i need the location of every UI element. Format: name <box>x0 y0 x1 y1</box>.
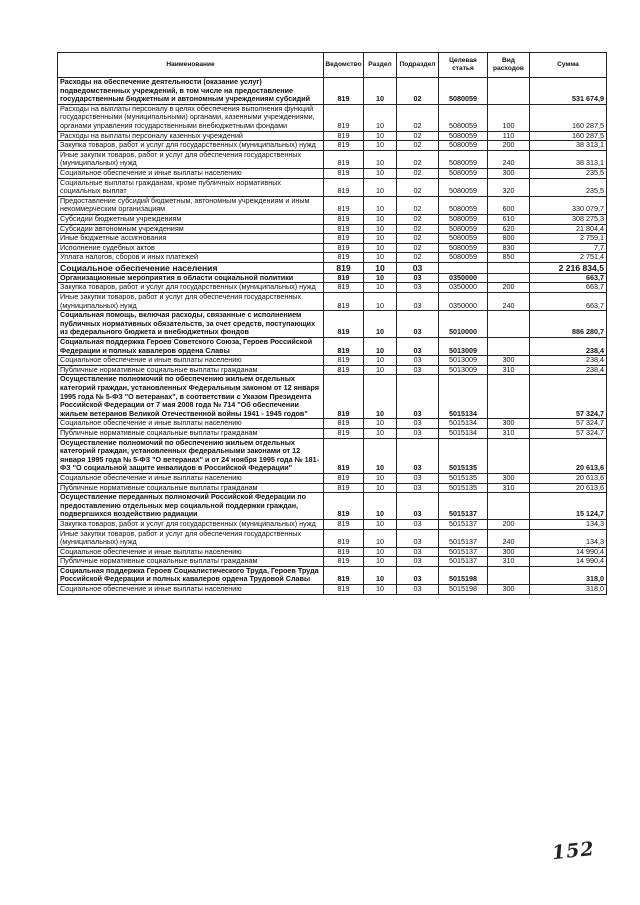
row-name: Социальное обеспечение и иные выплаты населению <box>58 585 324 595</box>
row-podrazdel: 03 <box>397 566 439 584</box>
row-podrazdel: 02 <box>397 234 439 244</box>
row-razdel: 10 <box>364 519 397 529</box>
row-vedomstvo: 819 <box>324 283 364 293</box>
row-expense-type: 200 <box>488 519 530 529</box>
row-target-article: 5080059 <box>439 150 488 168</box>
table-row <box>58 141 607 151</box>
row-name: Публичные нормативные социальные выплаты гражданам <box>58 365 324 375</box>
row-target-article: 5015134 <box>439 428 488 438</box>
row-razdel: 10 <box>364 473 397 483</box>
row-vedomstvo: 819 <box>324 234 364 244</box>
row-podrazdel: 03 <box>397 529 439 547</box>
row-vedomstvo: 819 <box>324 131 364 141</box>
row-razdel: 10 <box>364 78 397 105</box>
row-expense-type: 240 <box>488 150 530 168</box>
row-expense-type <box>488 78 530 105</box>
row-target-article: 5015198 <box>439 585 488 595</box>
row-name: Социальные выплаты гражданам, кроме публичных нормативных социальных выплат <box>58 178 324 196</box>
table-row <box>58 493 607 520</box>
row-target-article: 5013009 <box>439 365 488 375</box>
row-razdel: 10 <box>364 375 397 419</box>
row-target-article: 5013009 <box>439 356 488 366</box>
row-name: Социальная помощь, включая расходы, связанные с исполнением публичных нормативных обязательств, за счет средств, поступающих из федерального бюджета и внебюджетных фондов <box>58 311 324 338</box>
row-name: Иные бюджетные ассигнования <box>58 234 324 244</box>
row-expense-type <box>488 338 530 356</box>
row-vedomstvo: 819 <box>324 293 364 311</box>
row-name: Социальная поддержка Героев Советского Союза, Героев Российской Федерации и полных кавалеров ордена Славы <box>58 338 324 356</box>
row-name: Публичные нормативные социальные выплаты гражданам <box>58 483 324 493</box>
row-expense-type: 300 <box>488 419 530 429</box>
row-vedomstvo: 819 <box>324 178 364 196</box>
row-vedomstvo: 819 <box>324 224 364 234</box>
row-expense-type: 300 <box>488 356 530 366</box>
header-razdel: Раздел <box>364 53 397 78</box>
row-razdel: 10 <box>364 196 397 214</box>
row-target-article: 5015134 <box>439 375 488 419</box>
row-name: Исполнение судебных актов <box>58 243 324 253</box>
row-target-article: 5080059 <box>439 141 488 151</box>
row-vedomstvo: 819 <box>324 493 364 520</box>
table-row <box>58 375 607 419</box>
row-podrazdel: 02 <box>397 131 439 141</box>
row-razdel: 10 <box>364 311 397 338</box>
row-sum: 57 324,7 <box>530 428 607 438</box>
row-podrazdel: 03 <box>397 438 439 473</box>
row-sum: 14 990,4 <box>530 557 607 567</box>
table-row <box>58 356 607 366</box>
row-podrazdel: 03 <box>397 483 439 493</box>
table-body <box>58 78 607 595</box>
row-target-article: 5080059 <box>439 253 488 263</box>
row-name: Закупка товаров, работ и услуг для государственных (муниципальных) нужд <box>58 519 324 529</box>
row-sum: 134,3 <box>530 519 607 529</box>
row-target-article: 5080059 <box>439 243 488 253</box>
row-podrazdel: 03 <box>397 585 439 595</box>
row-expense-type: 100 <box>488 104 530 131</box>
row-razdel: 10 <box>364 234 397 244</box>
row-vedomstvo: 819 <box>324 585 364 595</box>
row-name: Социальное обеспечение и иные выплаты населению <box>58 473 324 483</box>
row-name: Иные закупки товаров, работ и услуг для обеспечения государственных (муниципальных) нужд <box>58 293 324 311</box>
row-target-article: 5015137 <box>439 529 488 547</box>
row-razdel: 10 <box>364 428 397 438</box>
row-vedomstvo: 819 <box>324 253 364 263</box>
row-expense-type <box>488 311 530 338</box>
row-name: Уплата налогов, сборов и иных платежей <box>58 253 324 263</box>
table-row <box>58 196 607 214</box>
row-expense-type: 830 <box>488 243 530 253</box>
row-vedomstvo: 819 <box>324 519 364 529</box>
row-razdel: 10 <box>364 273 397 283</box>
row-sum: 134,3 <box>530 529 607 547</box>
row-podrazdel: 03 <box>397 547 439 557</box>
row-podrazdel: 03 <box>397 557 439 567</box>
row-sum: 20 613,6 <box>530 483 607 493</box>
row-sum: 238,4 <box>530 365 607 375</box>
row-vedomstvo: 819 <box>324 196 364 214</box>
row-vedomstvo: 819 <box>324 273 364 283</box>
row-target-article: 5015135 <box>439 483 488 493</box>
table-row <box>58 78 607 105</box>
table-row <box>58 168 607 178</box>
row-podrazdel: 03 <box>397 338 439 356</box>
row-razdel: 10 <box>364 557 397 567</box>
row-vedomstvo: 819 <box>324 104 364 131</box>
row-vedomstvo: 819 <box>324 338 364 356</box>
row-sum: 318,0 <box>530 566 607 584</box>
row-podrazdel: 02 <box>397 224 439 234</box>
row-expense-type: 310 <box>488 365 530 375</box>
row-razdel: 10 <box>364 178 397 196</box>
row-vedomstvo: 819 <box>324 311 364 338</box>
row-expense-type: 300 <box>488 168 530 178</box>
row-sum: 235,5 <box>530 178 607 196</box>
row-sum: 308 275,3 <box>530 214 607 224</box>
row-razdel: 10 <box>364 131 397 141</box>
row-target-article: 5015198 <box>439 566 488 584</box>
row-target-article: 5015135 <box>439 438 488 473</box>
row-sum: 886 280,7 <box>530 311 607 338</box>
row-vedomstvo: 819 <box>324 356 364 366</box>
row-vedomstvo: 819 <box>324 419 364 429</box>
row-name: Организационные мероприятия в области социальной политики <box>58 273 324 283</box>
row-target-article: 5013009 <box>439 338 488 356</box>
row-sum: 160 287,5 <box>530 104 607 131</box>
row-podrazdel: 03 <box>397 356 439 366</box>
row-expense-type: 300 <box>488 473 530 483</box>
header-podrazdel: Подраздел <box>397 53 439 78</box>
row-target-article: 5080059 <box>439 168 488 178</box>
row-sum: 2 759,1 <box>530 234 607 244</box>
row-razdel: 10 <box>364 243 397 253</box>
table-row <box>58 438 607 473</box>
row-sum: 21 804,4 <box>530 224 607 234</box>
row-sum: 330 079,7 <box>530 196 607 214</box>
row-expense-type: 240 <box>488 293 530 311</box>
header-vedomstvo: Ведомство <box>324 53 364 78</box>
row-podrazdel: 02 <box>397 141 439 151</box>
row-sum: 57 324,7 <box>530 375 607 419</box>
row-name: Субсидии бюджетным учреждениям <box>58 214 324 224</box>
row-name: Иные закупки товаров, работ и услуг для обеспечения государственных (муниципальных) нужд <box>58 150 324 168</box>
table-row <box>58 338 607 356</box>
row-vedomstvo: 819 <box>324 529 364 547</box>
row-sum: 38 313,1 <box>530 150 607 168</box>
row-sum: 160 287,5 <box>530 131 607 141</box>
row-name: Публичные нормативные социальные выплаты гражданам <box>58 428 324 438</box>
row-vedomstvo: 819 <box>324 557 364 567</box>
row-razdel: 10 <box>364 483 397 493</box>
row-podrazdel: 03 <box>397 262 439 273</box>
row-vedomstvo: 819 <box>324 262 364 273</box>
row-vedomstvo: 819 <box>324 168 364 178</box>
row-name: Социальное обеспечение и иные выплаты населению <box>58 356 324 366</box>
row-target-article <box>439 262 488 273</box>
row-razdel: 10 <box>364 566 397 584</box>
row-razdel: 10 <box>364 104 397 131</box>
row-expense-type: 800 <box>488 234 530 244</box>
table-row <box>58 104 607 131</box>
table-row <box>58 519 607 529</box>
row-expense-type: 850 <box>488 253 530 263</box>
row-razdel: 10 <box>364 262 397 273</box>
row-razdel: 10 <box>364 547 397 557</box>
row-name: Осуществление переданных полномочий Российской Федерации по предоставлению отдельных мер социальной поддержки граждан, подвергшихся воздействию радиации <box>58 493 324 520</box>
row-expense-type <box>488 375 530 419</box>
row-name: Иные закупки товаров, работ и услуг для обеспечения государственных (муниципальных) нужд <box>58 529 324 547</box>
row-vedomstvo: 819 <box>324 78 364 105</box>
row-vedomstvo: 819 <box>324 141 364 151</box>
row-podrazdel: 03 <box>397 283 439 293</box>
handwritten-page-number: 152 <box>550 837 596 865</box>
row-vedomstvo: 819 <box>324 428 364 438</box>
table-row <box>58 428 607 438</box>
row-sum: 15 124,7 <box>530 493 607 520</box>
row-sum: 20 613,6 <box>530 438 607 473</box>
row-razdel: 10 <box>364 529 397 547</box>
row-expense-type: 300 <box>488 585 530 595</box>
row-sum: 7,7 <box>530 243 607 253</box>
row-razdel: 10 <box>364 338 397 356</box>
row-expense-type <box>488 438 530 473</box>
row-target-article: 5080059 <box>439 196 488 214</box>
row-podrazdel: 03 <box>397 419 439 429</box>
row-target-article: 5015137 <box>439 519 488 529</box>
table-header-row <box>58 53 607 78</box>
table-row <box>58 311 607 338</box>
row-podrazdel: 02 <box>397 243 439 253</box>
row-name: Закупка товаров, работ и услуг для государственных (муниципальных) нужд <box>58 141 324 151</box>
row-vedomstvo: 819 <box>324 150 364 168</box>
row-razdel: 10 <box>364 224 397 234</box>
row-podrazdel: 02 <box>397 78 439 105</box>
table-row <box>58 178 607 196</box>
row-sum: 238,4 <box>530 356 607 366</box>
row-podrazdel: 02 <box>397 150 439 168</box>
table-row <box>58 566 607 584</box>
table-row <box>58 214 607 224</box>
row-razdel: 10 <box>364 141 397 151</box>
row-expense-type: 110 <box>488 131 530 141</box>
row-expense-type <box>488 493 530 520</box>
row-name: Социальное обеспечение и иные выплаты населению <box>58 419 324 429</box>
row-vedomstvo: 819 <box>324 438 364 473</box>
row-razdel: 10 <box>364 283 397 293</box>
row-razdel: 10 <box>364 150 397 168</box>
row-vedomstvo: 819 <box>324 243 364 253</box>
table-row <box>58 557 607 567</box>
row-sum: 14 990,4 <box>530 547 607 557</box>
row-razdel: 10 <box>364 365 397 375</box>
row-expense-type: 240 <box>488 529 530 547</box>
row-target-article: 0350000 <box>439 293 488 311</box>
row-name: Публичные нормативные социальные выплаты гражданам <box>58 557 324 567</box>
row-razdel: 10 <box>364 585 397 595</box>
row-podrazdel: 03 <box>397 473 439 483</box>
table-row <box>58 293 607 311</box>
table-row <box>58 262 607 273</box>
row-razdel: 10 <box>364 214 397 224</box>
row-podrazdel: 03 <box>397 273 439 283</box>
row-target-article: 5015135 <box>439 473 488 483</box>
row-sum: 531 674,9 <box>530 78 607 105</box>
row-expense-type: 620 <box>488 224 530 234</box>
row-razdel: 10 <box>364 356 397 366</box>
row-sum: 2 751,4 <box>530 253 607 263</box>
row-name: Субсидии автономным учреждениям <box>58 224 324 234</box>
row-vedomstvo: 819 <box>324 566 364 584</box>
row-podrazdel: 03 <box>397 493 439 520</box>
row-razdel: 10 <box>364 438 397 473</box>
row-target-article: 5015137 <box>439 547 488 557</box>
row-target-article: 5080059 <box>439 131 488 141</box>
row-target-article: 5080059 <box>439 78 488 105</box>
row-sum: 663,7 <box>530 273 607 283</box>
row-podrazdel: 03 <box>397 519 439 529</box>
row-expense-type: 310 <box>488 483 530 493</box>
row-name: Осуществление полномочий по обеспечению жильем отдельных категорий граждан, установленных федеральными законами от 12 января 1995 года № 5-ФЗ "О ветеранах" и от 24 ноября 1995 года № 181-ФЗ "О социальной защите инвалидов в Российской Федерации" <box>58 438 324 473</box>
row-podrazdel: 03 <box>397 293 439 311</box>
row-target-article: 5080059 <box>439 104 488 131</box>
table-row <box>58 529 607 547</box>
row-target-article: 5010000 <box>439 311 488 338</box>
row-sum: 235,5 <box>530 168 607 178</box>
row-expense-type: 310 <box>488 557 530 567</box>
table-row <box>58 473 607 483</box>
row-target-article: 5015137 <box>439 557 488 567</box>
row-sum: 663,7 <box>530 293 607 311</box>
document-page <box>57 52 606 595</box>
row-target-article: 5080059 <box>439 234 488 244</box>
row-razdel: 10 <box>364 493 397 520</box>
row-podrazdel: 03 <box>397 375 439 419</box>
row-razdel: 10 <box>364 168 397 178</box>
row-sum: 318,0 <box>530 585 607 595</box>
row-name: Социальное обеспечение и иные выплаты населению <box>58 547 324 557</box>
row-target-article: 0350000 <box>439 283 488 293</box>
row-sum: 20 613,6 <box>530 473 607 483</box>
row-name: Расходы на выплаты персоналу в целях обеспечения выполнения функций государственными (муниципальными) органами, казенными учреждениями, органами управления государственными внебюджетными фондами <box>58 104 324 131</box>
row-name: Социальная поддержка Героев Социалистического Труда, Героев Труда Российской Федерации и полных кавалеров ордена Трудовой Славы <box>58 566 324 584</box>
row-sum: 57 324,7 <box>530 419 607 429</box>
header-sum: Сумма <box>530 53 607 78</box>
row-target-article: 0350000 <box>439 273 488 283</box>
row-expense-type: 300 <box>488 547 530 557</box>
row-vedomstvo: 819 <box>324 483 364 493</box>
row-name: Предоставление субсидий бюджетным, автономным учреждениям и иным некоммерческим организациям <box>58 196 324 214</box>
row-target-article: 5080059 <box>439 224 488 234</box>
row-name: Социальное обеспечение и иные выплаты населению <box>58 168 324 178</box>
row-podrazdel: 03 <box>397 365 439 375</box>
row-name: Закупка товаров, работ и услуг для государственных (муниципальных) нужд <box>58 283 324 293</box>
row-razdel: 10 <box>364 253 397 263</box>
row-podrazdel: 02 <box>397 253 439 263</box>
budget-table <box>57 52 607 595</box>
row-vedomstvo: 819 <box>324 473 364 483</box>
row-vedomstvo: 819 <box>324 547 364 557</box>
row-vedomstvo: 819 <box>324 214 364 224</box>
table-row <box>58 253 607 263</box>
row-sum: 2 216 834,5 <box>530 262 607 273</box>
row-expense-type: 610 <box>488 214 530 224</box>
row-podrazdel: 02 <box>397 214 439 224</box>
header-name: Наименование <box>58 53 324 78</box>
row-expense-type: 600 <box>488 196 530 214</box>
row-name: Социальное обеспечение населения <box>58 262 324 273</box>
row-expense-type: 200 <box>488 283 530 293</box>
row-podrazdel: 03 <box>397 428 439 438</box>
row-expense-type <box>488 262 530 273</box>
row-expense-type: 310 <box>488 428 530 438</box>
row-expense-type: 200 <box>488 141 530 151</box>
header-target-article: Целевая статья <box>439 53 488 78</box>
row-razdel: 10 <box>364 293 397 311</box>
row-podrazdel: 02 <box>397 168 439 178</box>
table-row <box>58 150 607 168</box>
table-row <box>58 585 607 595</box>
row-expense-type <box>488 566 530 584</box>
row-name: Осуществление полномочий по обеспечению жильем отдельных категорий граждан, установленных Федеральным законом от 12 января 1995 года № 5-ФЗ "О ветеранах", в соответствии с Указом Президента Российской Федерации от 7 мая 2008 года № 714 "Об обеспечении жильем ветеранов Великой Отечественной войны 1941 - 1945 годов" <box>58 375 324 419</box>
row-podrazdel: 02 <box>397 104 439 131</box>
row-sum: 663,7 <box>530 283 607 293</box>
row-podrazdel: 02 <box>397 196 439 214</box>
row-sum: 38 313,1 <box>530 141 607 151</box>
row-target-article: 5080059 <box>439 178 488 196</box>
row-podrazdel: 02 <box>397 178 439 196</box>
row-name: Расходы на обеспечение деятельности (оказание услуг) подведомственных учреждений, в том числе на предоставление государственным бюджетным и автономным учреждениям субсидий <box>58 78 324 105</box>
row-name: Расходы на выплаты персоналу казенных учреждений <box>58 131 324 141</box>
row-target-article: 5080059 <box>439 214 488 224</box>
row-vedomstvo: 819 <box>324 375 364 419</box>
row-sum: 238,4 <box>530 338 607 356</box>
row-vedomstvo: 819 <box>324 365 364 375</box>
row-target-article: 5015137 <box>439 493 488 520</box>
row-razdel: 10 <box>364 419 397 429</box>
header-expense-type: Вид расходов <box>488 53 530 78</box>
row-podrazdel: 03 <box>397 311 439 338</box>
table-row <box>58 234 607 244</box>
row-expense-type: 320 <box>488 178 530 196</box>
row-target-article: 5015134 <box>439 419 488 429</box>
